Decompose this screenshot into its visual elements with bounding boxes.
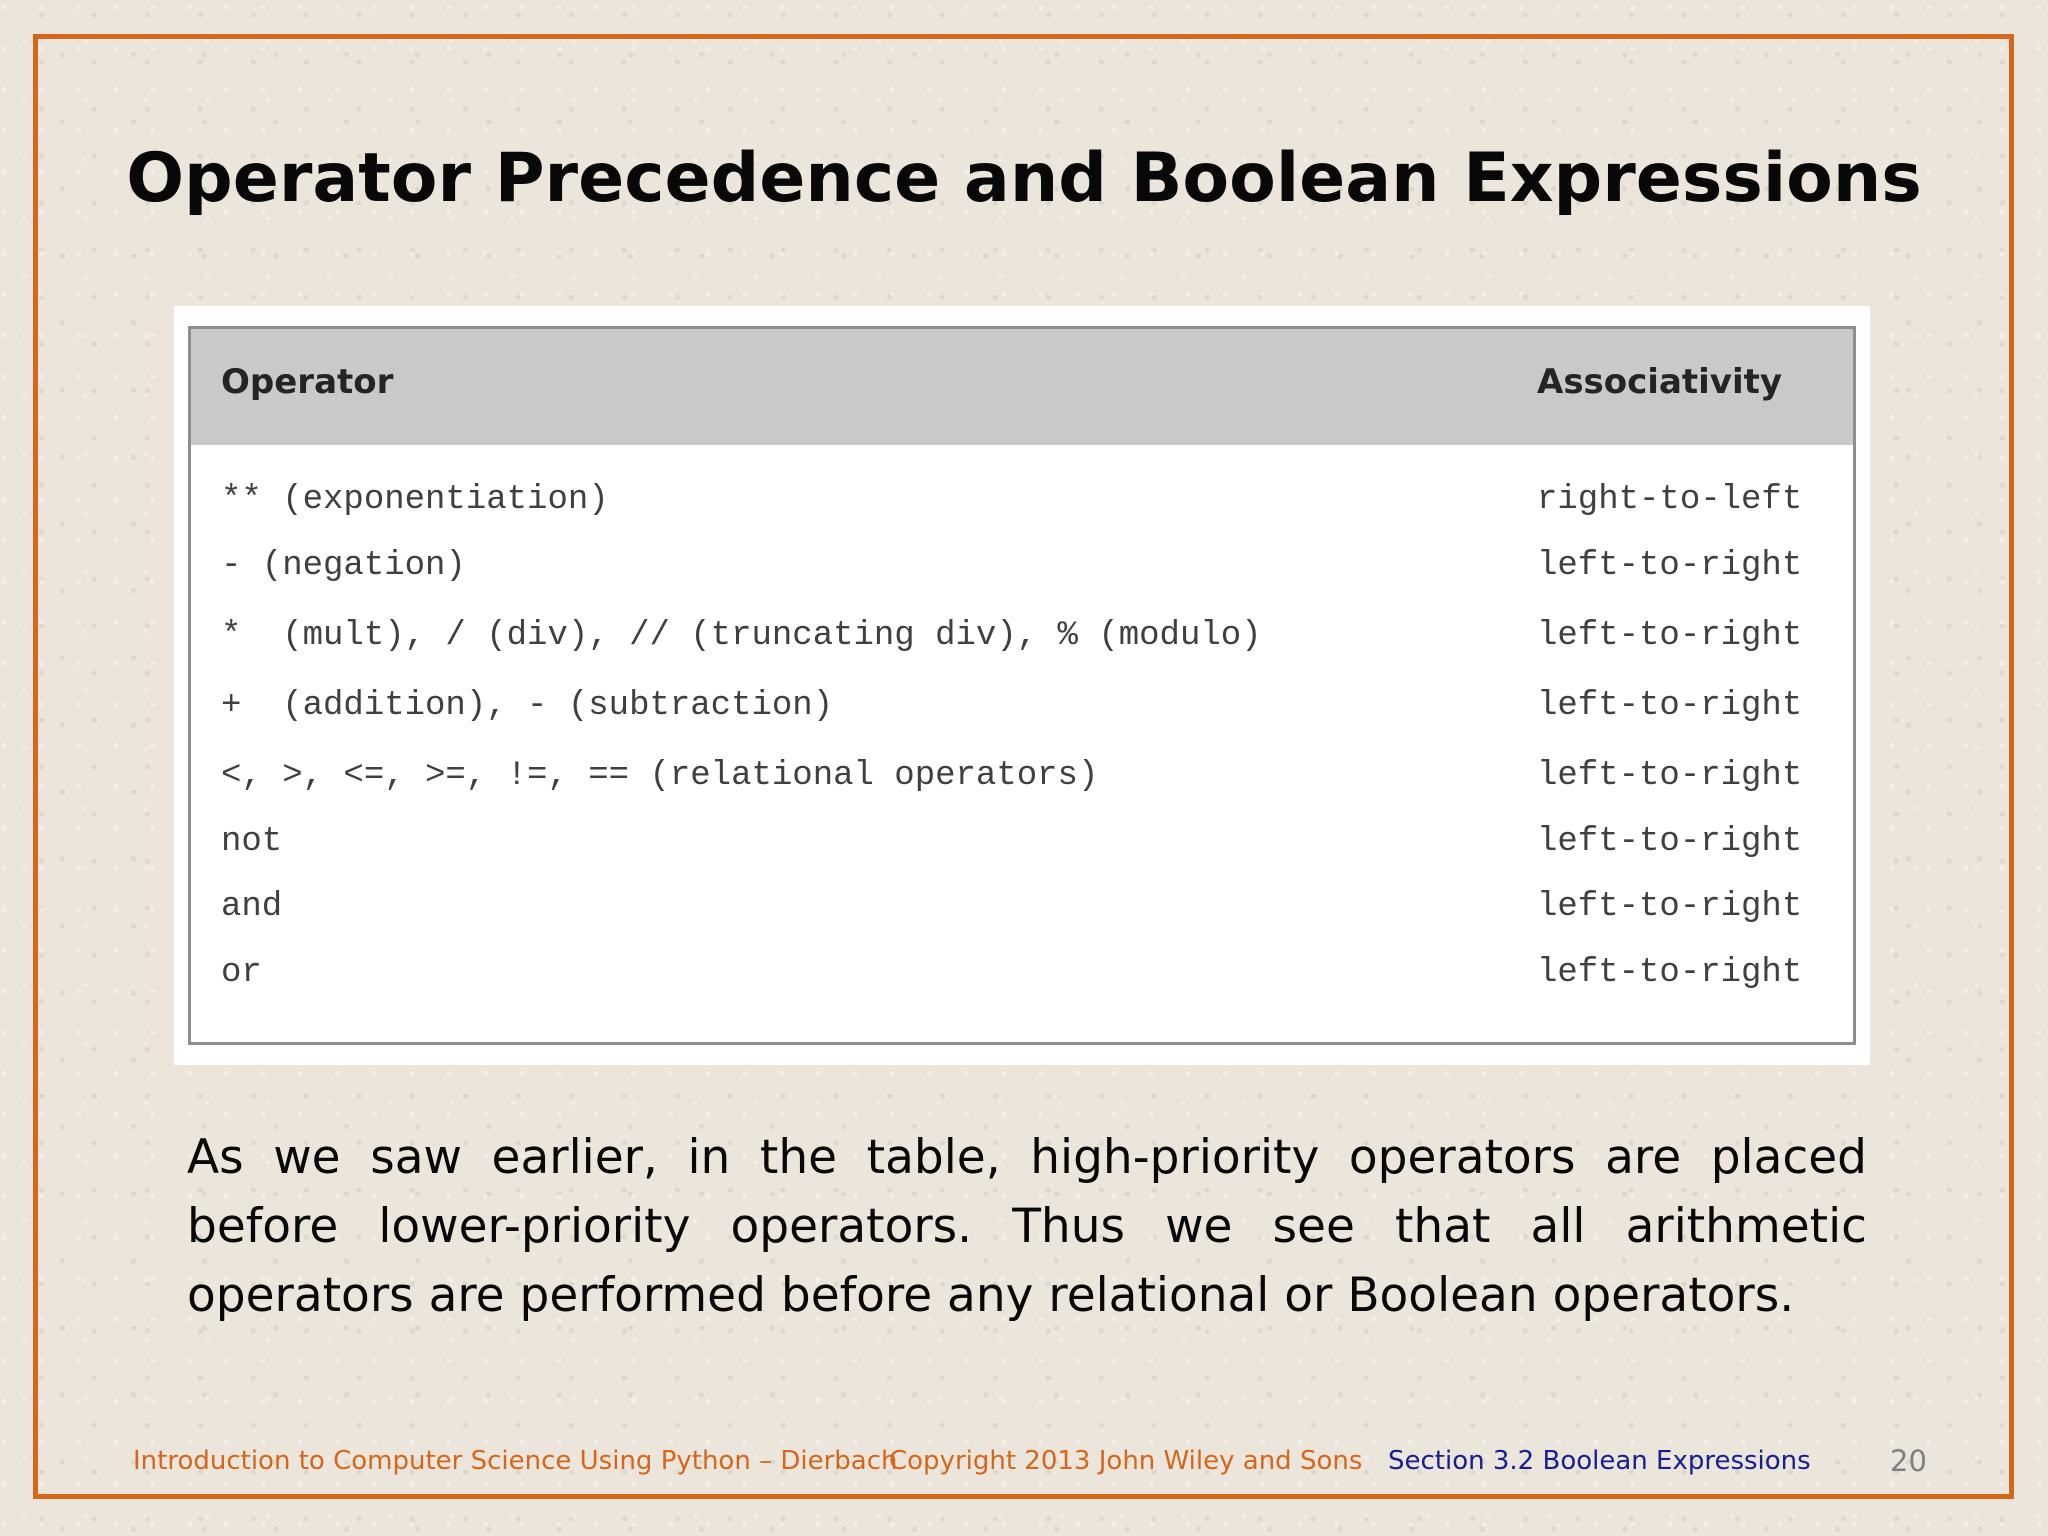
operator-cell: - (negation) [221, 547, 466, 585]
associativity-cell: left-to-right [1537, 823, 1803, 861]
operator-column-header: Operator [221, 362, 394, 402]
table-row [191, 539, 1853, 597]
associativity-cell: left-to-right [1537, 757, 1803, 795]
table-row [191, 473, 1853, 531]
associativity-cell: left-to-right [1537, 687, 1803, 725]
operator-cell: and [221, 888, 283, 926]
footer-section-title: Section 3.2 Boolean Expressions [1388, 1446, 1811, 1476]
slide-title: Operator Precedence and Boolean Expressions [126, 139, 1922, 218]
table-row [191, 880, 1853, 938]
operator-cell: or [221, 954, 262, 992]
table-row [191, 749, 1853, 807]
operator-precedence-table-panel [174, 306, 1870, 1065]
operator-cell: ** (exponentiation) [221, 481, 609, 519]
operator-cell: not [221, 823, 283, 861]
table-row [191, 815, 1853, 873]
table-row [191, 679, 1853, 737]
operator-cell: <, >, <=, >=, !=, == (relational operators) [221, 757, 1099, 795]
table-header [191, 329, 1853, 445]
table-row [191, 609, 1853, 667]
operator-precedence-table [188, 326, 1856, 1045]
operator-cell: * (mult), / (div), // (truncating div), % (modulo) [221, 617, 1262, 655]
associativity-cell: left-to-right [1537, 547, 1803, 585]
associativity-cell: right-to-left [1537, 481, 1803, 519]
footer-book-title: Introduction to Computer Science Using Python – Dierbach [133, 1446, 898, 1476]
table-row [191, 946, 1853, 1004]
page-number: 20 [1890, 1444, 1927, 1478]
footer-copyright: Copyright 2013 John Wiley and Sons [889, 1446, 1363, 1476]
slide-body-text: As we saw earlier, in the table, high-priority operators are placed before lower-priority operators. Thus we see that all arithmetic operators are performed before any relational or Boolean operators. [187, 1130, 1867, 1323]
associativity-cell: left-to-right [1537, 617, 1803, 655]
operator-cell: + (addition), - (subtraction) [221, 687, 834, 725]
associativity-column-header: Associativity [1537, 362, 1783, 402]
associativity-cell: left-to-right [1537, 954, 1803, 992]
associativity-cell: left-to-right [1537, 888, 1803, 926]
